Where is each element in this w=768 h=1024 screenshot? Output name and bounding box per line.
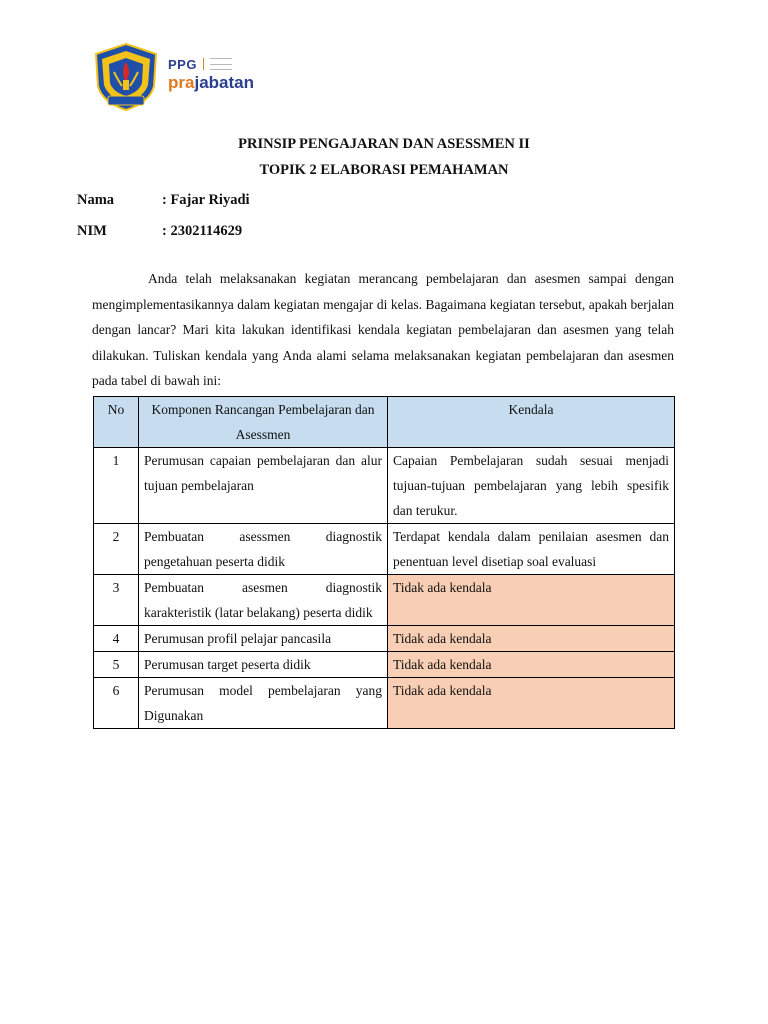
row-komponen: Perumusan model pembelajaran yang Digunakan: [139, 678, 388, 729]
row-kendala: Tidak ada kendala: [388, 652, 675, 678]
university-seal-icon: [92, 42, 160, 112]
ppg-label: PPG: [168, 56, 197, 72]
name-label: Nama: [77, 192, 115, 208]
table-header-row: [94, 397, 675, 448]
row-komponen: Pembuatan asesmen diagnostik karakteristik (latar belakang) peserta didik: [139, 575, 388, 626]
kendala-table: [93, 396, 675, 729]
row-kendala: Terdapat kendala dalam penilaian asesmen dan penentuan level disetiap soal evaluasi: [388, 524, 675, 575]
table-row: [94, 626, 675, 652]
logo-separator: [203, 58, 204, 70]
row-kendala: Tidak ada kendala: [388, 626, 675, 652]
program-name: prajabatan: [168, 73, 254, 92]
logo: [92, 42, 272, 114]
nim-value: : 2302114629: [162, 223, 243, 239]
document-subtitle: TOPIK 2 ELABORASI PEMAHAMAN: [259, 162, 509, 178]
header-kendala: Kendala: [388, 397, 675, 448]
row-komponen: Pembuatan asessmen diagnostik pengetahuan peserta didik: [139, 524, 388, 575]
row-komponen: Perumusan target peserta didik: [139, 652, 388, 678]
table-row: [94, 575, 675, 626]
student-nim-row: [77, 223, 242, 240]
logo-fine-print: [210, 58, 232, 70]
row-no: 1: [94, 448, 139, 524]
document-title: PRINSIP PENGAJARAN DAN ASESSMEN II: [238, 136, 530, 152]
student-name-row: [77, 192, 250, 209]
row-komponen: Perumusan profil pelajar pancasila: [139, 626, 388, 652]
row-kendala: Tidak ada kendala: [388, 678, 675, 729]
name-value: : Fajar Riyadi: [162, 192, 250, 208]
header-komponen: Komponen Rancangan Pembelajaran dan Asessmen: [139, 397, 388, 448]
instructions-paragraph: [92, 266, 674, 394]
table-row: [94, 524, 675, 575]
nim-label: NIM: [77, 223, 107, 239]
row-kendala: Tidak ada kendala: [388, 575, 675, 626]
table-row: [94, 448, 675, 524]
row-no: 4: [94, 626, 139, 652]
row-no: 5: [94, 652, 139, 678]
table-row: [94, 678, 675, 729]
table-row: [94, 652, 675, 678]
row-kendala: Capaian Pembelajaran sudah sesuai menjadi tujuan-tujuan pembelajaran yang lebih spesifik dan terukur.: [388, 448, 675, 524]
row-no: 6: [94, 678, 139, 729]
row-no: 2: [94, 524, 139, 575]
instructions-text: Anda telah melaksanakan kegiatan merancang pembelajaran dan asesmen sampai dengan mengimplementasikannya dalam kegiatan mengajar di kelas. Bagaimana kegiatan tersebut, apakah berjalan dengan lancar? Mari kita lakukan identifikasi kendala kegiatan pembelajaran dan asesmen yang telah dilakukan. Tuliskan kendala yang Anda alami selama melaksanakan kegiatan pembelajaran dan asesmen pada tabel di bawah ini:: [92, 271, 674, 388]
row-no: 3: [94, 575, 139, 626]
row-komponen: Perumusan capaian pembelajaran dan alur tujuan pembelajaran: [139, 448, 388, 524]
header-no: No: [94, 397, 139, 448]
